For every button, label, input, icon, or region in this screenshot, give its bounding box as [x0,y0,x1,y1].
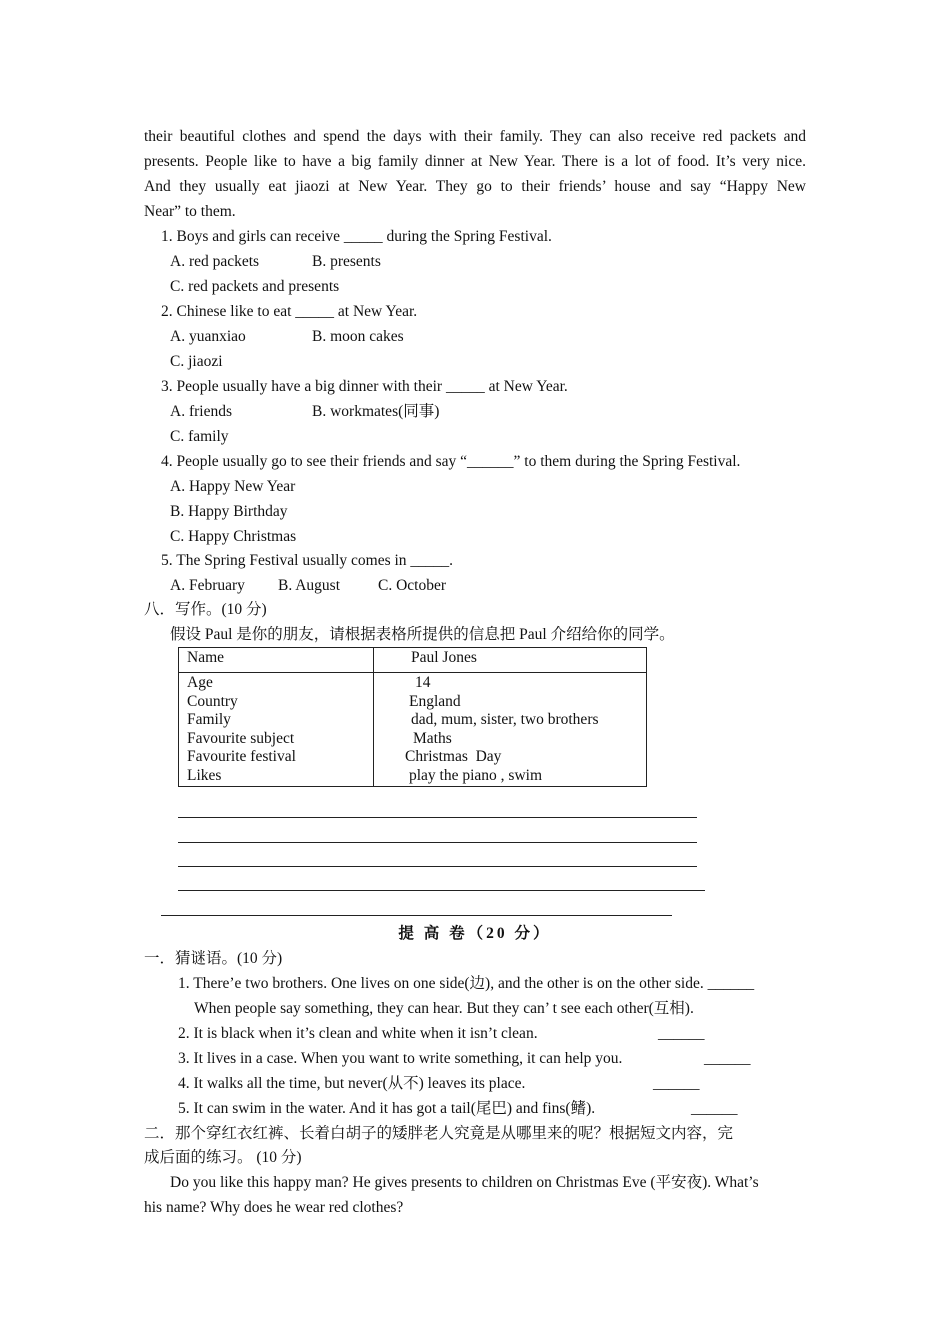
riddle-4: 4. It walks all the time, but never(从不) leaves its place. [178,1075,526,1092]
label-family: Family [187,711,231,728]
riddles-heading: 一．猜谜语。(10 分) [144,950,283,967]
label-likes: Likes [187,766,222,784]
section-2-heading-line-1: 二．那个穿红衣红裤、长着白胡子的矮胖老人究竟是从哪里来的呢？根据短文内容，完 [144,1125,734,1142]
value-favourite-festival: Christmas Day [405,748,502,765]
question-2-option-c: C. jiaozi [170,353,223,370]
label-favourite-festival: Favourite festival [187,748,296,765]
question-2-option-a: A. yuanxiao [170,328,246,345]
riddle-2: 2. It is black when it’s clean and white when it isn’t clean. [178,1025,538,1042]
section-2-paragraph-line: Do you like this happy man? He gives presents to children on Christmas Eve (平安夜). What’s [170,1174,759,1191]
passage-line: presents. People like to have a big family dinner at New Year. There is a lot of food. It’s very nice. [144,153,806,170]
table-row [179,648,647,673]
question-1-stem: 1. Boys and girls can receive _____ during the Spring Festival. [161,228,552,245]
table-cell-values [374,673,647,787]
profile-table [178,647,647,787]
question-5-stem: 5. The Spring Festival usually comes in _____. [161,552,454,569]
passage-line: And they usually eat jiaozi at New Year. They go to their friends’ house and say “Happy New [144,178,806,195]
riddle-1-line-1: 1. There’e two brothers. One lives on one side(边), and the other is on the other side. ______ [178,975,755,992]
writing-heading: 八．写作。(10 分) [144,601,267,618]
table-cell-value [374,648,647,673]
question-3-option-c: C. family [170,428,229,445]
question-5-option-c: C. October [378,577,447,594]
value-favourite-subject: Maths [413,729,452,747]
riddle-2-blank[interactable]: ______ [658,1025,705,1042]
section-2-heading-line-2: 成后面的练习。 (10 分) [144,1149,302,1166]
passage-line: Near” to them. [144,203,236,220]
question-2-stem: 2. Chinese like to eat _____ at New Year. [161,303,418,320]
question-3-option-a: A. friends [170,403,232,420]
value-country: England [409,692,461,710]
table-cell-label: Name [179,648,374,673]
name-value: Paul Jones [411,649,477,666]
question-4-option-c: C. Happy Christmas [170,528,297,545]
riddle-1-line-2: When people say something, they can hear. But they can’ t see each other(互相). [194,1000,694,1017]
writing-answer-line[interactable] [178,842,697,843]
riddle-5: 5. It can swim in the water. And it has got a tail(尾巴) and fins(鳍). [178,1100,596,1117]
writing-answer-line[interactable] [178,890,705,891]
writing-answer-line[interactable] [161,915,672,916]
value-likes: play the piano , swim [409,766,543,784]
label-favourite-subject: Favourite subject [187,729,295,747]
label-country: Country [187,692,238,710]
riddle-3: 3. It lives in a case. When you want to write something, it can help you. [178,1050,623,1067]
question-3-stem: 3. People usually have a big dinner with their _____ at New Year. [161,378,568,395]
question-1-option-b: B. presents [312,253,381,270]
passage-line: their beautiful clothes and spend the days with their family. They can also receive red packets and [144,128,806,145]
question-4-stem: 4. People usually go to see their friends and say “______” to them during the Spring Festival. [161,453,741,470]
writing-answer-line[interactable] [178,817,697,818]
question-3-option-b: B. workmates(同事) [312,403,440,420]
value-age: 14 [415,674,431,691]
question-4-option-a: A. Happy New Year [170,478,296,495]
writing-instruction: 假设 Paul 是你的朋友，请根据表格所提供的信息把 Paul 介绍给你的同学。 [170,626,675,643]
question-1-option-a: A. red packets [170,253,260,270]
table-row [179,673,647,787]
riddle-5-blank[interactable]: ______ [691,1100,738,1117]
section-title: 提 高 卷（20 分） [398,925,552,942]
label-age: Age [187,674,213,691]
question-5-option-b: B. August [278,577,341,594]
value-family: dad, mum, sister, two brothers [411,711,599,728]
question-1-option-c: C. red packets and presents [170,278,340,295]
section-2-paragraph-line: his name? Why does he wear red clothes? [144,1199,404,1216]
question-5-option-a: A. February [170,577,245,594]
riddle-4-blank[interactable]: ______ [653,1075,700,1092]
question-4-option-b: B. Happy Birthday [170,503,288,520]
question-2-option-b: B. moon cakes [312,328,404,345]
table-cell-labels [179,673,374,787]
writing-answer-line[interactable] [178,866,697,867]
riddle-3-blank[interactable]: ______ [704,1050,751,1067]
